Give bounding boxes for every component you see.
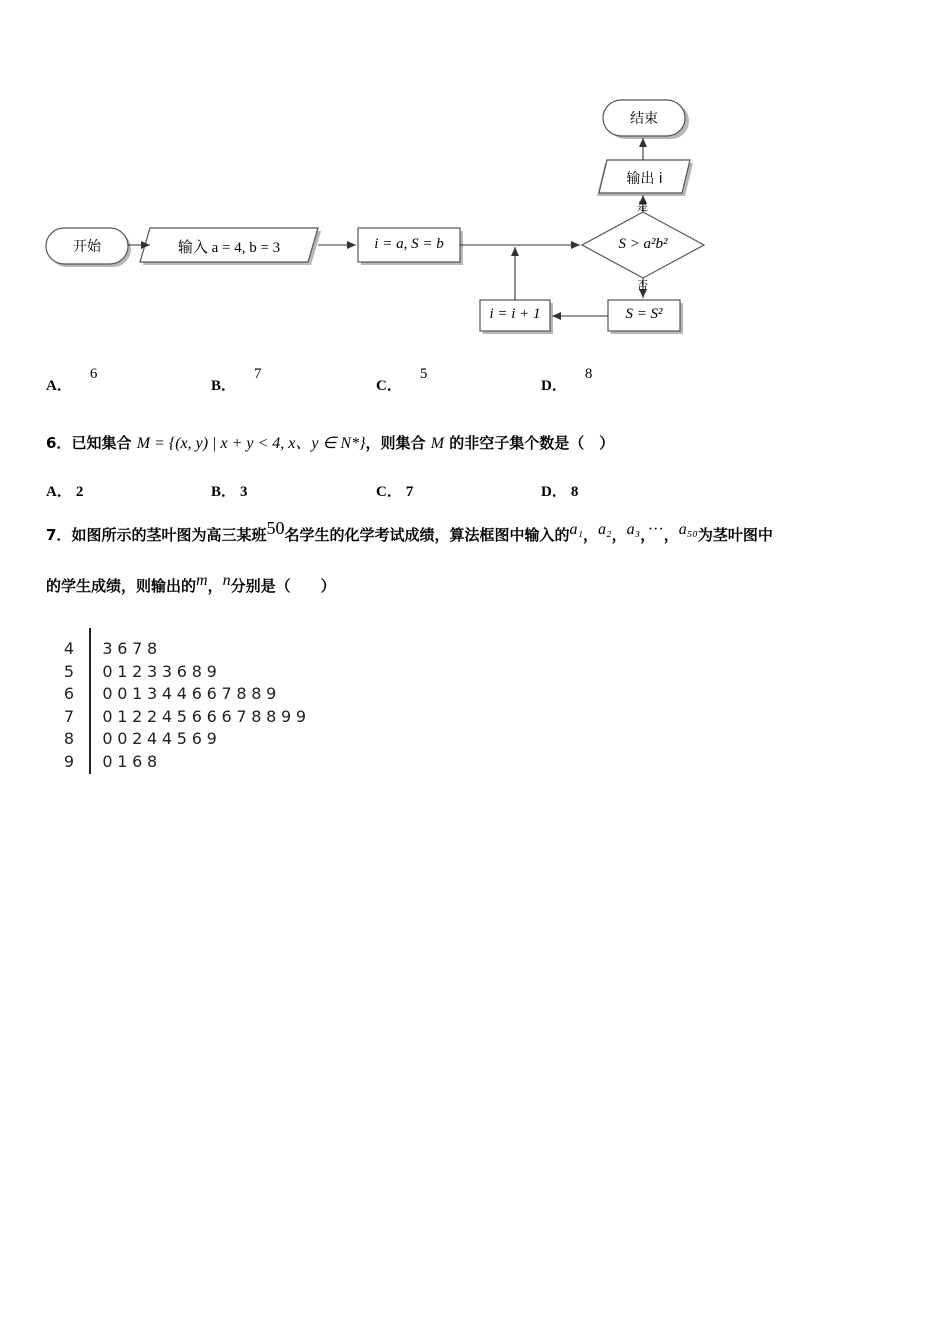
var-n: n	[222, 572, 231, 589]
q6-option-c[interactable]	[376, 480, 413, 501]
question-text: 名学生的化学考试成绩，算法框图中输入的	[284, 526, 570, 544]
leaf: 0	[102, 684, 113, 703]
question-text: 已知集合	[71, 434, 132, 452]
stem-value: 7	[63, 706, 75, 726]
leaf-values	[100, 661, 219, 683]
leaf-values	[100, 683, 279, 705]
leaf: 4	[161, 706, 173, 726]
option-value: 7	[254, 366, 262, 382]
comma: ，	[207, 577, 223, 595]
leaf: 0	[102, 729, 113, 748]
no-label: 否	[637, 279, 648, 292]
leaf: 9	[295, 706, 307, 726]
leaf: 4	[161, 729, 173, 748]
leaf: 9	[206, 729, 217, 748]
leaf: 8	[191, 661, 202, 681]
var-m: m	[196, 572, 208, 589]
leaf: 6	[191, 729, 202, 748]
question-text: 为茎叶图中	[697, 526, 773, 544]
option-value: 6	[89, 366, 98, 382]
leaf: 0	[117, 684, 128, 703]
stem-leaf-plot	[60, 638, 380, 778]
leaf: 0	[102, 706, 113, 726]
leaf: 9	[266, 684, 277, 703]
leaf-values	[100, 638, 160, 660]
stem-value: 6	[63, 684, 75, 703]
option-value: 8	[570, 484, 579, 500]
var-a1: a₁	[569, 521, 584, 538]
leaf: 6	[206, 684, 217, 703]
leaf: 6	[206, 706, 217, 726]
leaf: 3	[102, 639, 113, 658]
leaf-values	[100, 751, 160, 773]
question-number: 6．	[46, 434, 72, 452]
set-expression: M = {(x, y) | x + y < 4, x、y ∈ N*}	[136, 435, 366, 452]
leaf: 6	[176, 661, 187, 681]
leaf: 6	[221, 706, 232, 726]
leaf: 4	[176, 684, 187, 703]
leaf: 7	[236, 706, 247, 726]
option-label: D．	[541, 378, 567, 394]
leaf: 7	[221, 684, 232, 703]
stem-value: 4	[63, 639, 75, 658]
stem-value: 9	[63, 751, 75, 771]
leaf: 5	[176, 706, 187, 726]
leaf: 8	[236, 684, 247, 703]
leaf: 2	[147, 706, 158, 726]
q5-option-d[interactable]	[541, 366, 593, 395]
leaf: 8	[251, 684, 262, 703]
leaf: 1	[132, 684, 143, 703]
leaf: 9	[206, 661, 217, 681]
square-label: S = S²	[625, 306, 663, 322]
q6-option-d[interactable]	[541, 480, 578, 501]
leaf: 1	[117, 751, 128, 771]
q5-option-c[interactable]	[376, 366, 428, 395]
option-label: C．	[376, 484, 402, 500]
leaf: 9	[281, 706, 292, 726]
leaf: 2	[132, 706, 143, 726]
leaf: 0	[117, 729, 128, 748]
option-label: B．	[211, 484, 237, 500]
question-number: 7．	[46, 526, 72, 544]
question-7-line-2	[46, 572, 336, 596]
var-a2: a₂	[598, 521, 612, 538]
stem-value: 5	[63, 661, 75, 681]
ellipsis: ···	[647, 521, 664, 538]
q5-option-b[interactable]	[211, 366, 262, 395]
leaf: 7	[132, 639, 143, 658]
leaf: 4	[147, 729, 158, 748]
q5-option-a[interactable]	[46, 366, 98, 395]
flowchart	[0, 0, 950, 345]
leaf-values	[100, 706, 308, 728]
question-text: 的学生成绩，则输出的	[46, 577, 197, 595]
option-label: B．	[211, 378, 237, 394]
option-value: 8	[584, 366, 593, 382]
leaf: 0	[102, 661, 113, 681]
leaf: 6	[191, 706, 202, 726]
question-text: 的非空子集个数是（ ）	[449, 434, 615, 452]
var-a3: a₃	[626, 521, 641, 538]
option-label: A．	[46, 378, 72, 394]
question-text: ，则集合	[365, 434, 426, 452]
increment-label: i = i + 1	[489, 306, 541, 322]
init-label: i = a, S = b	[374, 236, 444, 252]
var-a50: a₅₀	[678, 521, 698, 538]
leaf: 0	[102, 751, 113, 771]
leaf: 8	[266, 706, 277, 726]
leaf: 8	[147, 751, 158, 771]
input-label: 输入 a = 4, b = 3	[177, 240, 281, 256]
option-label: D．	[541, 484, 567, 500]
leaf: 8	[251, 706, 262, 726]
option-label: A．	[46, 484, 72, 500]
leaf-values	[100, 728, 219, 750]
option-value: 5	[419, 366, 428, 382]
start-label: 开始	[73, 239, 101, 255]
leaf: 3	[161, 661, 173, 681]
end-label: 结束	[630, 111, 658, 127]
question-text: 分别是（ ）	[230, 577, 336, 595]
condition-label: S > a²b²	[618, 236, 668, 252]
leaf: 2	[132, 729, 143, 748]
leaf: 3	[147, 661, 158, 681]
option-value: 2	[75, 484, 84, 500]
option-value: 3	[240, 484, 248, 500]
option-label: C．	[376, 378, 402, 394]
q6-option-b[interactable]	[211, 480, 248, 501]
leaf: 8	[147, 639, 158, 658]
stem-divider	[89, 628, 91, 774]
leaf: 6	[191, 684, 202, 703]
leaf: 1	[117, 661, 128, 681]
output-label: 输出 i	[626, 171, 663, 187]
question-text: 如图所示的茎叶图为高三某班	[71, 526, 267, 544]
yes-label: 是	[637, 200, 648, 213]
student-count: 50	[266, 518, 285, 538]
leaf: 2	[132, 661, 143, 681]
q6-option-a[interactable]	[46, 480, 83, 501]
leaf: 6	[117, 639, 128, 658]
leaf: 5	[176, 729, 187, 748]
leaf: 1	[117, 706, 128, 726]
leaf: 4	[161, 684, 173, 703]
question-6	[46, 430, 614, 453]
question-7-line-1: 7．如图所示的茎叶图为高三某班50名学生的化学考试成绩，算法框图中输入的a₁，a₂，a₃，···，a₅₀为茎叶图中	[46, 518, 773, 544]
option-value: 7	[405, 484, 414, 500]
leaf: 3	[147, 684, 158, 703]
leaf: 6	[132, 751, 143, 771]
set-var: M	[430, 435, 445, 452]
stem-value: 8	[63, 729, 75, 748]
